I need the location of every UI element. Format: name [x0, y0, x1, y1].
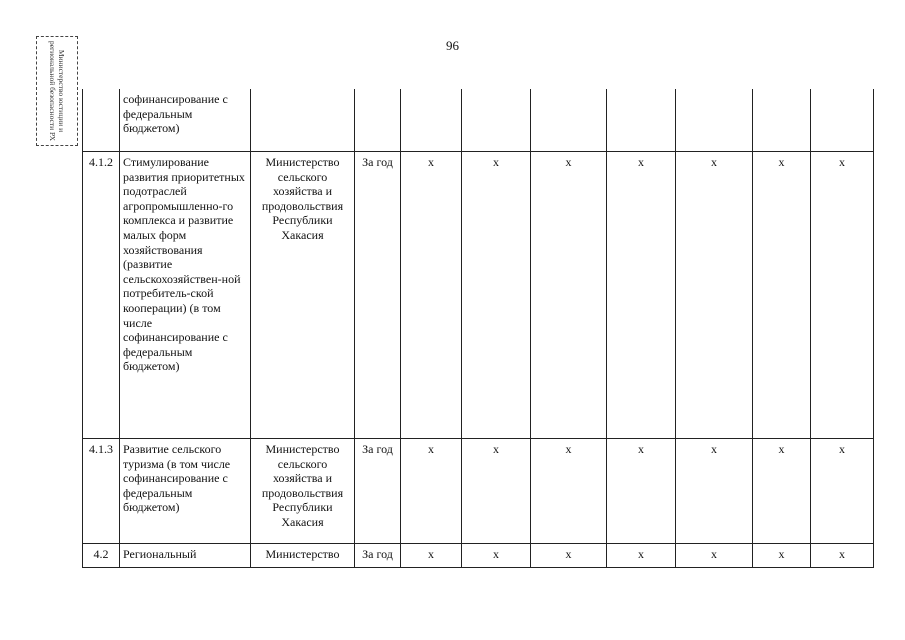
cell-mark: x — [401, 152, 462, 439]
cell-mark: x — [753, 152, 811, 439]
cell-mark — [531, 89, 607, 152]
registration-stamp — [36, 36, 78, 146]
table-row-4-1-3 — [83, 439, 874, 544]
cell-mark: x — [811, 152, 874, 439]
cell-mark: x — [531, 439, 607, 544]
cell-period: За год — [355, 152, 401, 439]
cell-executor: Министерство сельского хозяйства и продовольствия Республики Хакасия — [251, 439, 355, 544]
cell-period: За год — [355, 544, 401, 568]
cell-mark — [607, 89, 676, 152]
cell-mark: x — [676, 439, 753, 544]
cell-mark: x — [753, 439, 811, 544]
cell-measure-name: Стимулирование развития приоритетных подотраслей агропромышленно-го комплекса и развитие малых форм хозяйствования (развитие сельскохозяйствен-ной потребитель-ской кооперации) (в том числе софинансирование с федеральным бюджетом) — [120, 152, 251, 439]
table-row-4-1-2 — [83, 152, 874, 439]
cell-mark — [811, 89, 874, 152]
program-table — [82, 89, 874, 568]
table-row-continued — [83, 89, 874, 152]
cell-measure-name: Региональный — [120, 544, 251, 568]
cell-mark: x — [462, 544, 531, 568]
cell-executor: Министерство — [251, 544, 355, 568]
cell-executor — [251, 89, 355, 152]
cell-number — [83, 89, 120, 152]
page-number: 96 — [446, 38, 459, 53]
cell-mark: x — [607, 439, 676, 544]
cell-mark: x — [401, 544, 462, 568]
cell-number: 4.2 — [83, 544, 120, 568]
cell-mark: x — [531, 152, 607, 439]
cell-mark — [462, 89, 531, 152]
cell-measure-name: софинансирование с федеральным бюджетом) — [120, 89, 251, 152]
cell-mark: x — [676, 152, 753, 439]
cell-mark: x — [676, 544, 753, 568]
cell-mark — [753, 89, 811, 152]
cell-number: 4.1.3 — [83, 439, 120, 544]
cell-mark: x — [753, 544, 811, 568]
cell-mark: x — [462, 152, 531, 439]
stamp-text: Министерство юстиции и региональной безопасности РХ — [48, 40, 66, 142]
cell-mark — [401, 89, 462, 152]
cell-mark: x — [531, 544, 607, 568]
cell-mark: x — [607, 152, 676, 439]
cell-mark — [676, 89, 753, 152]
cell-mark: x — [607, 544, 676, 568]
table-row-4-2 — [83, 544, 874, 568]
cell-mark: x — [811, 544, 874, 568]
cell-period — [355, 89, 401, 152]
cell-number: 4.1.2 — [83, 152, 120, 439]
cell-mark: x — [401, 439, 462, 544]
cell-mark: x — [462, 439, 531, 544]
cell-period: За год — [355, 439, 401, 544]
cell-mark: x — [811, 439, 874, 544]
cell-executor: Министерство сельского хозяйства и продовольствия Республики Хакасия — [251, 152, 355, 439]
cell-measure-name: Развитие сельского туризма (в том числе софинансирование с федеральным бюджетом) — [120, 439, 251, 544]
